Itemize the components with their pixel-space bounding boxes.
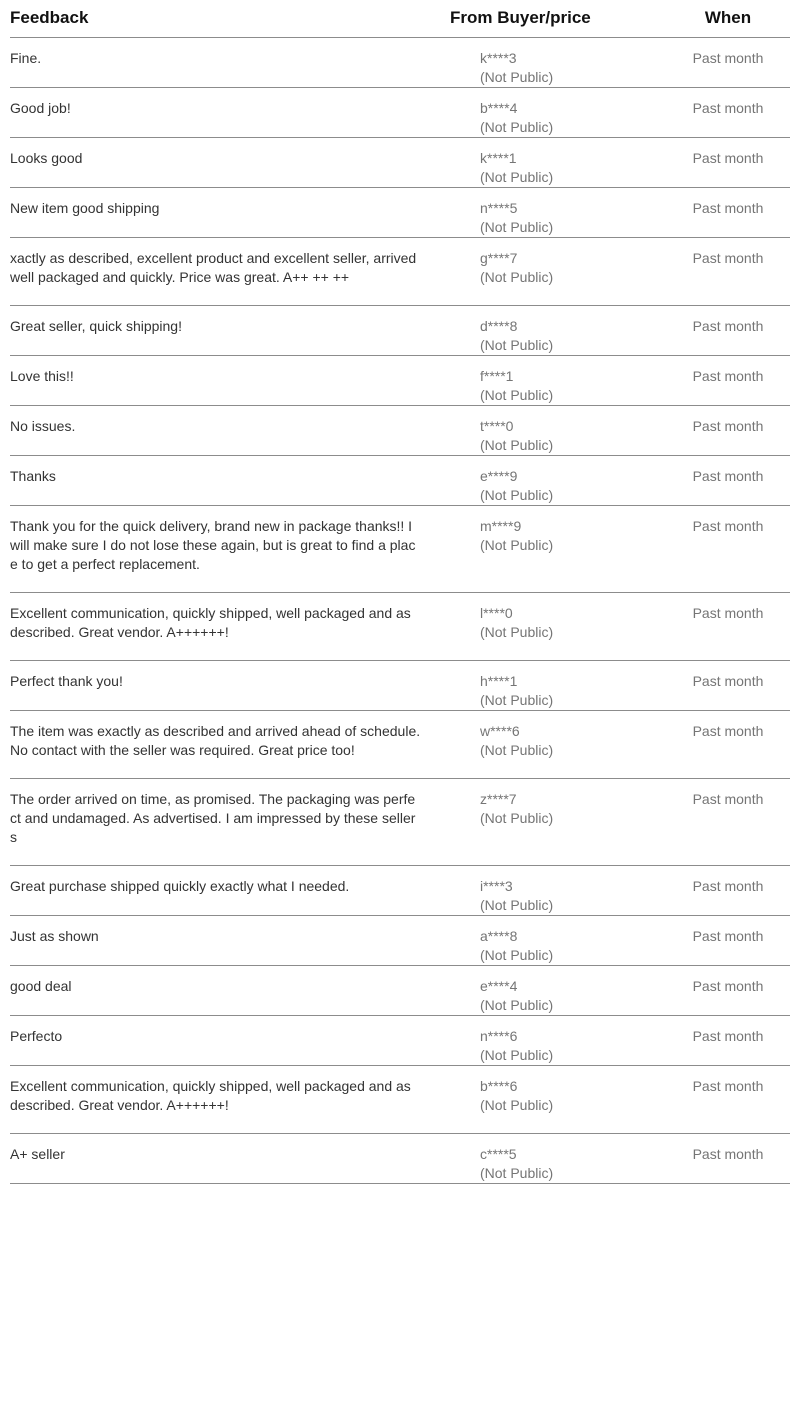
buyer-privacy-note: (Not Public) <box>480 269 554 285</box>
buyer-privacy-note: (Not Public) <box>480 810 554 826</box>
buyer-privacy-note: (Not Public) <box>480 624 554 640</box>
when-text: Past month <box>690 1016 790 1066</box>
buyer-id: t****0 <box>480 418 514 434</box>
feedback-text: Love this!! <box>10 356 450 406</box>
table-header-row <box>10 0 790 38</box>
buyer-cell <box>450 593 690 661</box>
buyer-privacy-note: (Not Public) <box>480 537 554 553</box>
feedback-text: Perfecto <box>10 1016 450 1066</box>
when-text: Past month <box>690 356 790 406</box>
buyer-id: k****1 <box>480 150 517 166</box>
when-text: Past month <box>690 238 790 306</box>
buyer-cell <box>450 1134 690 1184</box>
when-text: Past month <box>690 38 790 88</box>
buyer-privacy-note: (Not Public) <box>480 119 554 135</box>
when-text: Past month <box>690 916 790 966</box>
feedback-row <box>10 506 790 593</box>
when-text: Past month <box>690 506 790 593</box>
when-text: Past month <box>690 866 790 916</box>
feedback-table <box>10 0 790 1184</box>
buyer-cell <box>450 866 690 916</box>
buyer-privacy-note: (Not Public) <box>480 997 554 1013</box>
feedback-row <box>10 711 790 779</box>
buyer-id: a****8 <box>480 928 518 944</box>
buyer-id: b****4 <box>480 100 518 116</box>
buyer-cell <box>450 88 690 138</box>
buyer-cell <box>450 188 690 238</box>
buyer-id: w****6 <box>480 723 520 739</box>
feedback-row <box>10 138 790 188</box>
when-text: Past month <box>690 593 790 661</box>
feedback-row <box>10 88 790 138</box>
buyer-cell <box>450 138 690 188</box>
when-text: Past month <box>690 138 790 188</box>
feedback-text: Good job! <box>10 88 450 138</box>
feedback-row <box>10 1016 790 1066</box>
buyer-id: n****5 <box>480 200 518 216</box>
feedback-text: Great purchase shipped quickly exactly what I needed. <box>10 866 450 916</box>
feedback-row <box>10 406 790 456</box>
buyer-id: l****0 <box>480 605 513 621</box>
when-text: Past month <box>690 456 790 506</box>
buyer-cell <box>450 711 690 779</box>
buyer-id: e****9 <box>480 468 518 484</box>
buyer-id: m****9 <box>480 518 522 534</box>
buyer-id: f****1 <box>480 368 514 384</box>
feedback-row <box>10 306 790 356</box>
column-header-feedback: Feedback <box>10 0 450 38</box>
when-text: Past month <box>690 966 790 1016</box>
column-header-from-buyer-price: From Buyer/price <box>450 0 690 38</box>
when-text: Past month <box>690 779 790 866</box>
feedback-text: Looks good <box>10 138 450 188</box>
buyer-privacy-note: (Not Public) <box>480 169 554 185</box>
feedback-text: Great seller, quick shipping! <box>10 306 450 356</box>
feedback-text: No issues. <box>10 406 450 456</box>
when-text: Past month <box>690 306 790 356</box>
buyer-id: n****6 <box>480 1028 518 1044</box>
feedback-row <box>10 593 790 661</box>
when-text: Past month <box>690 1066 790 1134</box>
buyer-privacy-note: (Not Public) <box>480 1047 554 1063</box>
buyer-privacy-note: (Not Public) <box>480 69 554 85</box>
feedback-text: Excellent communication, quickly shipped, well packaged and as described. Great vendor. A++++++! <box>10 593 450 661</box>
buyer-id: g****7 <box>480 250 518 266</box>
feedback-text: Fine. <box>10 38 450 88</box>
feedback-row <box>10 356 790 406</box>
feedback-text: A+ seller <box>10 1134 450 1184</box>
when-text: Past month <box>690 711 790 779</box>
buyer-cell <box>450 506 690 593</box>
column-header-when: When <box>690 0 790 38</box>
feedback-text: The order arrived on time, as promised. The packaging was perfect and undamaged. As advertised. I am impressed by these sellers <box>10 779 450 866</box>
buyer-id: i****3 <box>480 878 513 894</box>
feedback-text: Perfect thank you! <box>10 661 450 711</box>
buyer-id: h****1 <box>480 673 518 689</box>
feedback-row <box>10 966 790 1016</box>
buyer-privacy-note: (Not Public) <box>480 897 554 913</box>
buyer-cell <box>450 356 690 406</box>
feedback-text: New item good shipping <box>10 188 450 238</box>
feedback-text: good deal <box>10 966 450 1016</box>
when-text: Past month <box>690 406 790 456</box>
feedback-row <box>10 38 790 88</box>
feedback-text: Just as shown <box>10 916 450 966</box>
buyer-cell <box>450 406 690 456</box>
feedback-row <box>10 456 790 506</box>
feedback-row <box>10 779 790 866</box>
buyer-cell <box>450 238 690 306</box>
buyer-id: k****3 <box>480 50 517 66</box>
when-text: Past month <box>690 88 790 138</box>
buyer-cell <box>450 1016 690 1066</box>
buyer-privacy-note: (Not Public) <box>480 742 554 758</box>
buyer-id: c****5 <box>480 1146 517 1162</box>
buyer-cell <box>450 966 690 1016</box>
buyer-cell <box>450 1066 690 1134</box>
buyer-id: e****4 <box>480 978 518 994</box>
feedback-text: The item was exactly as described and arrived ahead of schedule. No contact with the seller was required. Great price too! <box>10 711 450 779</box>
feedback-text: Excellent communication, quickly shipped, well packaged and as described. Great vendor. A++++++! <box>10 1066 450 1134</box>
feedback-row <box>10 1134 790 1184</box>
when-text: Past month <box>690 661 790 711</box>
buyer-privacy-note: (Not Public) <box>480 219 554 235</box>
feedback-row <box>10 916 790 966</box>
buyer-id: d****8 <box>480 318 518 334</box>
buyer-privacy-note: (Not Public) <box>480 1165 554 1181</box>
feedback-text: Thank you for the quick delivery, brand new in package thanks!! I will make sure I do not lose these again, but is great to find a place to get a perfect replacement. <box>10 506 450 593</box>
buyer-privacy-note: (Not Public) <box>480 387 554 403</box>
feedback-row <box>10 188 790 238</box>
buyer-cell <box>450 779 690 866</box>
when-text: Past month <box>690 188 790 238</box>
buyer-cell <box>450 456 690 506</box>
feedback-text: xactly as described, excellent product and excellent seller, arrived well packaged and quickly. Price was great. A++ ++ ++ <box>10 238 450 306</box>
buyer-privacy-note: (Not Public) <box>480 437 554 453</box>
buyer-privacy-note: (Not Public) <box>480 1097 554 1113</box>
feedback-row <box>10 661 790 711</box>
feedback-text: Thanks <box>10 456 450 506</box>
buyer-privacy-note: (Not Public) <box>480 337 554 353</box>
buyer-id: z****7 <box>480 791 517 807</box>
buyer-privacy-note: (Not Public) <box>480 947 554 963</box>
buyer-cell <box>450 38 690 88</box>
feedback-row <box>10 866 790 916</box>
feedback-row <box>10 1066 790 1134</box>
buyer-privacy-note: (Not Public) <box>480 487 554 503</box>
buyer-cell <box>450 916 690 966</box>
buyer-privacy-note: (Not Public) <box>480 692 554 708</box>
when-text: Past month <box>690 1134 790 1184</box>
buyer-cell <box>450 661 690 711</box>
buyer-cell <box>450 306 690 356</box>
feedback-row <box>10 238 790 306</box>
buyer-id: b****6 <box>480 1078 518 1094</box>
